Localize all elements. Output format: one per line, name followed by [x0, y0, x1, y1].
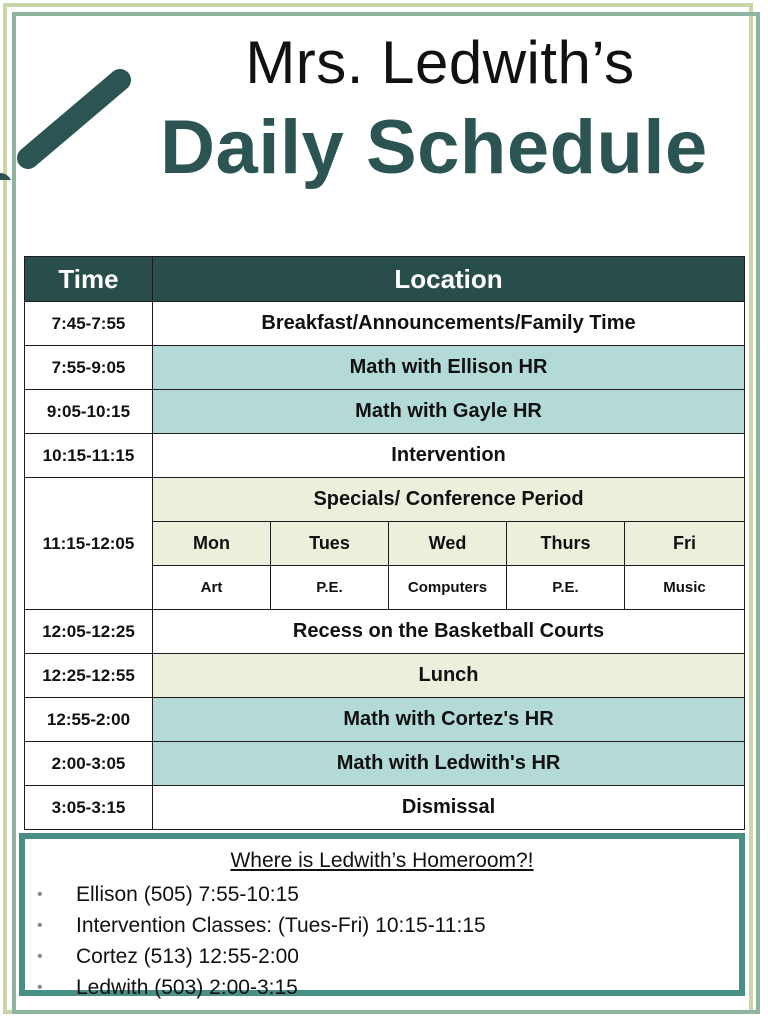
time-cell: 9:05-10:15 — [25, 390, 153, 434]
location-cell: Lunch — [153, 654, 745, 698]
table-row — [25, 610, 745, 654]
specials-day: Fri — [625, 522, 745, 566]
bullet-icon: • — [37, 948, 43, 965]
table-row — [25, 698, 745, 742]
time-cell: 7:45-7:55 — [25, 302, 153, 346]
table-row — [25, 434, 745, 478]
bullet-icon: • — [37, 979, 43, 996]
homeroom-title: Where is Ledwith’s Homeroom?! — [230, 849, 534, 872]
location-cell: Math with Cortez's HR — [153, 698, 745, 742]
specials-day: Thurs — [507, 522, 625, 566]
time-cell: 11:15-12:05 — [25, 478, 153, 610]
list-item-text: Ellison (505) 7:55-10:15 — [76, 883, 299, 906]
table-row — [25, 346, 745, 390]
specials-class: Computers — [389, 566, 507, 610]
list-item-text: Ledwith (503) 2:00-3:15 — [76, 976, 298, 999]
table-row — [25, 390, 745, 434]
location-cell: Specials/ Conference Period — [153, 478, 745, 522]
schedule-table — [24, 256, 745, 830]
table-header-row — [25, 257, 745, 302]
homeroom-box — [19, 833, 745, 999]
specials-day: Tues — [271, 522, 389, 566]
table-row — [25, 302, 745, 346]
page-title-name: Mrs. Ledwith’s — [245, 29, 635, 96]
table-row — [25, 742, 745, 786]
table-row — [25, 654, 745, 698]
specials-day: Mon — [153, 522, 271, 566]
time-cell: 12:55-2:00 — [25, 698, 153, 742]
list-item — [35, 941, 486, 972]
time-cell: 7:55-9:05 — [25, 346, 153, 390]
column-header-location: Location — [153, 257, 745, 302]
time-cell: 12:05-12:25 — [25, 610, 153, 654]
specials-class: Art — [153, 566, 271, 610]
time-cell: 12:25-12:55 — [25, 654, 153, 698]
specials-class: P.E. — [271, 566, 389, 610]
table-row — [25, 478, 745, 522]
time-cell: 3:05-3:15 — [25, 786, 153, 830]
specials-class: P.E. — [507, 566, 625, 610]
bullet-icon: • — [37, 886, 43, 903]
table-row — [25, 786, 745, 830]
list-item — [35, 910, 486, 941]
location-cell: Breakfast/Announcements/Family Time — [153, 302, 745, 346]
location-cell: Recess on the Basketball Courts — [153, 610, 745, 654]
location-cell: Math with Gayle HR — [153, 390, 745, 434]
list-item — [35, 879, 486, 910]
specials-day: Wed — [389, 522, 507, 566]
bullet-icon: • — [37, 917, 43, 934]
location-cell: Intervention — [153, 434, 745, 478]
time-cell: 10:15-11:15 — [25, 434, 153, 478]
homeroom-list — [35, 879, 486, 1003]
time-cell: 2:00-3:05 — [25, 742, 153, 786]
list-item — [35, 972, 486, 1003]
location-cell: Math with Ledwith's HR — [153, 742, 745, 786]
list-item-text: Cortez (513) 12:55-2:00 — [76, 945, 299, 968]
list-item-text: Intervention Classes: (Tues-Fri) 10:15-11:15 — [76, 914, 486, 937]
location-cell: Dismissal — [153, 786, 745, 830]
page-title: Daily Schedule — [160, 105, 708, 190]
location-cell: Math with Ellison HR — [153, 346, 745, 390]
column-header-time: Time — [25, 257, 153, 302]
specials-class: Music — [625, 566, 745, 610]
